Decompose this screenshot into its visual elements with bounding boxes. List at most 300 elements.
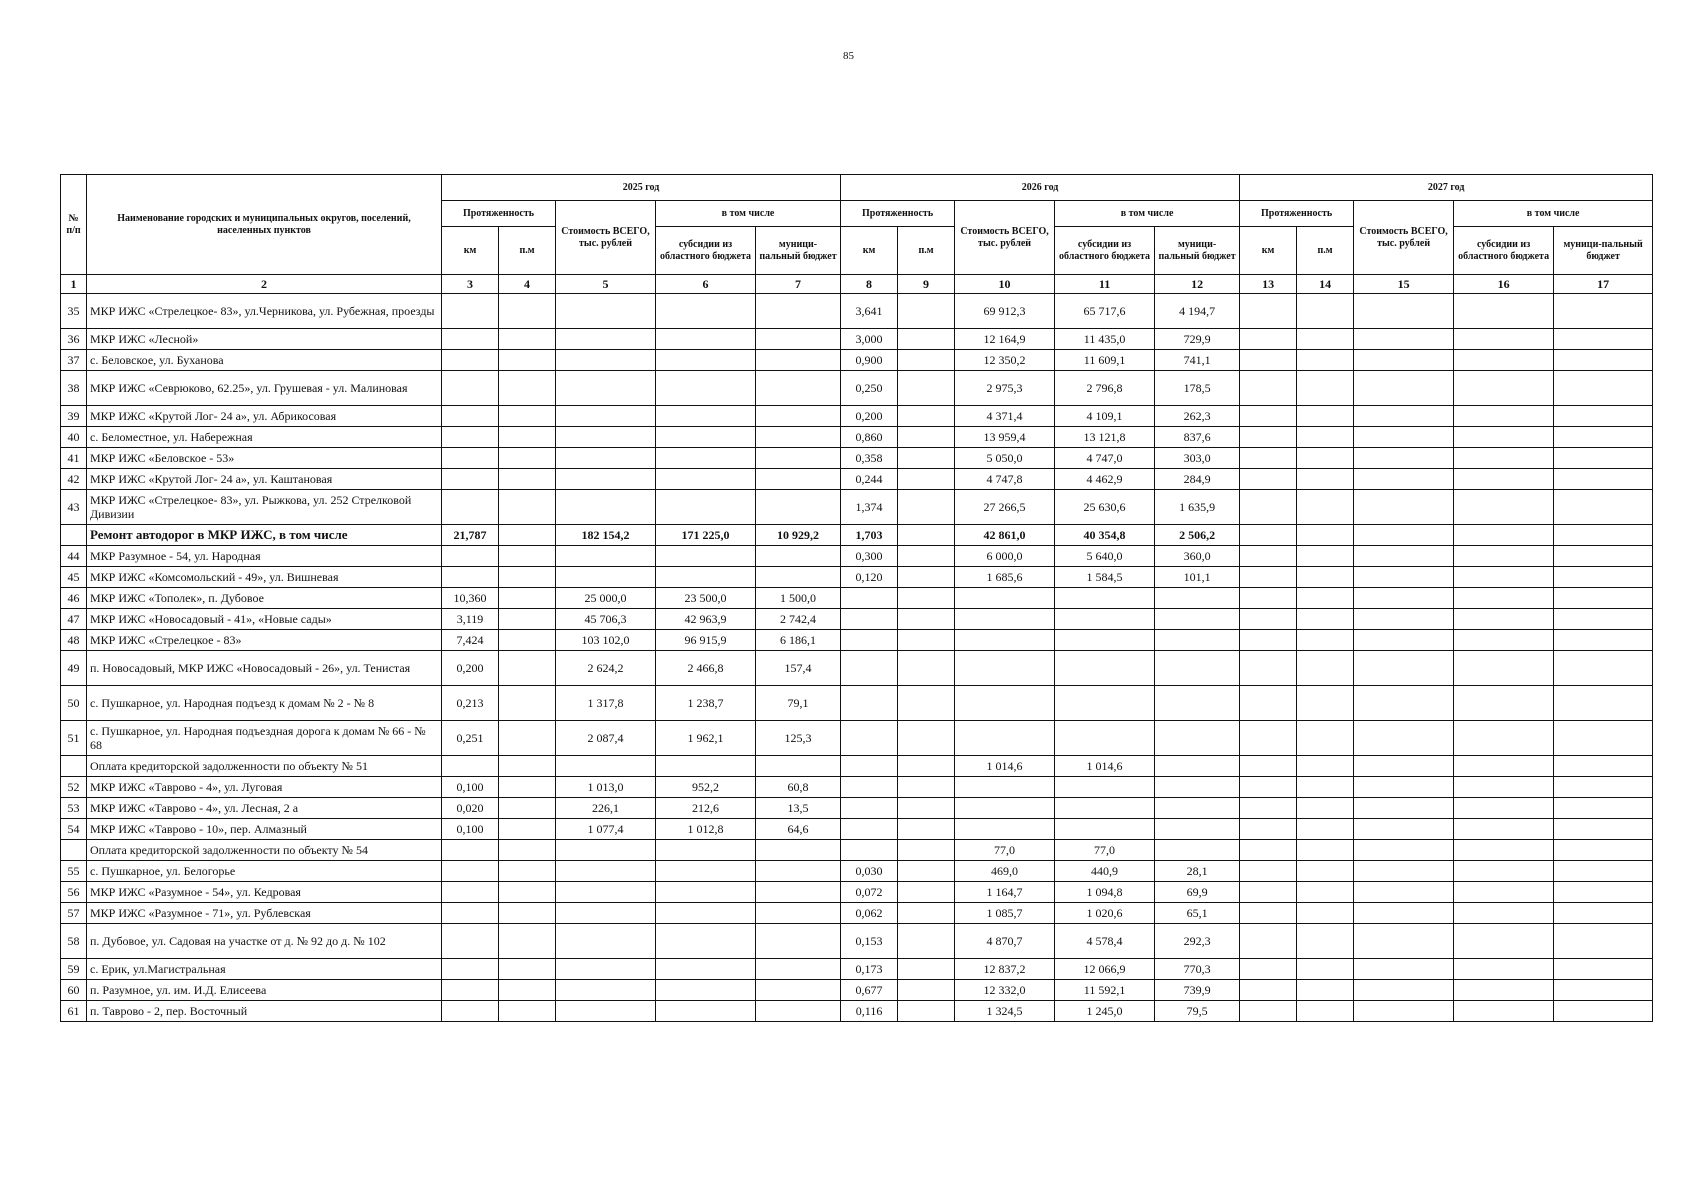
row-number: 40	[61, 427, 87, 448]
cell-col-13	[1240, 567, 1297, 588]
column-number: 1	[61, 275, 87, 294]
cell-col-15	[1354, 609, 1454, 630]
cell-col-5	[556, 882, 656, 903]
cell-col-12: 79,5	[1155, 1001, 1240, 1022]
cell-col-5	[556, 371, 656, 406]
row-number	[61, 525, 87, 546]
cell-col-13	[1240, 350, 1297, 371]
row-number: 45	[61, 567, 87, 588]
cell-col-14	[1297, 427, 1354, 448]
cell-col-17	[1554, 546, 1653, 567]
cell-col-17	[1554, 819, 1653, 840]
cell-col-4	[499, 840, 556, 861]
cell-col-16	[1454, 686, 1554, 721]
cell-col-9	[898, 798, 955, 819]
column-number: 14	[1297, 275, 1354, 294]
cell-col-3	[442, 756, 499, 777]
cell-col-13	[1240, 959, 1297, 980]
cell-col-12: 729,9	[1155, 329, 1240, 350]
cell-col-17	[1554, 294, 1653, 329]
cell-col-14	[1297, 840, 1354, 861]
cell-col-13	[1240, 630, 1297, 651]
cell-col-15	[1354, 546, 1454, 567]
cell-col-7: 125,3	[756, 721, 841, 756]
cell-col-15	[1354, 329, 1454, 350]
cell-col-8	[841, 756, 898, 777]
table-row	[61, 567, 1653, 588]
cell-col-4	[499, 329, 556, 350]
cell-col-11: 4 462,9	[1055, 469, 1155, 490]
cell-col-5: 182 154,2	[556, 525, 656, 546]
cell-col-7: 10 929,2	[756, 525, 841, 546]
cell-col-3: 7,424	[442, 630, 499, 651]
cell-col-10	[955, 651, 1055, 686]
cell-col-13	[1240, 980, 1297, 1001]
table-row	[61, 490, 1653, 525]
cell-col-8: 0,072	[841, 882, 898, 903]
row-name: п. Разумное, ул. им. И.Д. Елисеева	[87, 980, 442, 1001]
cell-col-13	[1240, 609, 1297, 630]
cell-col-10: 4 747,8	[955, 469, 1055, 490]
cell-col-8	[841, 588, 898, 609]
header-col-no: № п/п	[61, 175, 87, 275]
cell-col-5	[556, 427, 656, 448]
cell-col-11	[1055, 686, 1155, 721]
cell-col-12: 69,9	[1155, 882, 1240, 903]
cell-col-17	[1554, 798, 1653, 819]
cell-col-8: 0,860	[841, 427, 898, 448]
cell-col-14	[1297, 469, 1354, 490]
cell-col-15	[1354, 350, 1454, 371]
cell-col-7	[756, 1001, 841, 1022]
table-row	[61, 903, 1653, 924]
cell-col-4	[499, 651, 556, 686]
cell-col-12: 739,9	[1155, 980, 1240, 1001]
cell-col-6	[656, 490, 756, 525]
cell-col-12: 2 506,2	[1155, 525, 1240, 546]
row-name: МКР Разумное - 54, ул. Народная	[87, 546, 442, 567]
cell-col-12	[1155, 777, 1240, 798]
cell-col-11: 4 747,0	[1055, 448, 1155, 469]
cell-col-16	[1454, 903, 1554, 924]
cell-col-17	[1554, 567, 1653, 588]
cell-col-17	[1554, 651, 1653, 686]
table-row	[61, 406, 1653, 427]
column-number: 17	[1554, 275, 1653, 294]
cell-col-16	[1454, 882, 1554, 903]
cell-col-6	[656, 756, 756, 777]
cell-col-7: 64,6	[756, 819, 841, 840]
cell-col-9	[898, 861, 955, 882]
cell-col-3	[442, 469, 499, 490]
budget-table	[60, 174, 1653, 1022]
row-number: 43	[61, 490, 87, 525]
cell-col-13	[1240, 371, 1297, 406]
table-row	[61, 819, 1653, 840]
cell-col-8	[841, 609, 898, 630]
cell-col-15	[1354, 525, 1454, 546]
table-row	[61, 798, 1653, 819]
cell-col-7	[756, 406, 841, 427]
cell-col-14	[1297, 609, 1354, 630]
cell-col-3	[442, 329, 499, 350]
cell-col-9	[898, 427, 955, 448]
cell-col-16	[1454, 350, 1554, 371]
cell-col-17	[1554, 777, 1653, 798]
row-name: МКР ИЖС «Разумное - 71», ул. Рублевская	[87, 903, 442, 924]
cell-col-13	[1240, 448, 1297, 469]
cell-col-15	[1354, 721, 1454, 756]
cell-col-15	[1354, 756, 1454, 777]
cell-col-8	[841, 686, 898, 721]
cell-col-13	[1240, 651, 1297, 686]
row-name: МКР ИЖС «Стрелецкое- 83», ул. Рыжкова, ул. 252 Стрелковой Дивизии	[87, 490, 442, 525]
cell-col-7	[756, 371, 841, 406]
cell-col-8: 0,300	[841, 546, 898, 567]
cell-col-8: 0,900	[841, 350, 898, 371]
column-number: 13	[1240, 275, 1297, 294]
header-length: Протяженность	[841, 201, 955, 227]
cell-col-3: 0,020	[442, 798, 499, 819]
row-number: 50	[61, 686, 87, 721]
row-number: 44	[61, 546, 87, 567]
cell-col-11: 12 066,9	[1055, 959, 1155, 980]
cell-col-17	[1554, 371, 1653, 406]
cell-col-5: 25 000,0	[556, 588, 656, 609]
row-number: 38	[61, 371, 87, 406]
row-number: 60	[61, 980, 87, 1001]
cell-col-15	[1354, 1001, 1454, 1022]
cell-col-3: 3,119	[442, 609, 499, 630]
cell-col-11	[1055, 630, 1155, 651]
cell-col-16	[1454, 609, 1554, 630]
cell-col-15	[1354, 294, 1454, 329]
header-km: км	[841, 227, 898, 275]
cell-col-6	[656, 959, 756, 980]
cell-col-17	[1554, 406, 1653, 427]
header-including: в том числе	[1454, 201, 1653, 227]
cell-col-5	[556, 959, 656, 980]
cell-col-11: 77,0	[1055, 840, 1155, 861]
cell-col-10	[955, 798, 1055, 819]
row-number: 42	[61, 469, 87, 490]
cell-col-11	[1055, 651, 1155, 686]
cell-col-17	[1554, 980, 1653, 1001]
cell-col-10: 12 332,0	[955, 980, 1055, 1001]
table-row	[61, 630, 1653, 651]
cell-col-11	[1055, 721, 1155, 756]
cell-col-6	[656, 546, 756, 567]
cell-col-9	[898, 588, 955, 609]
cell-col-12: 770,3	[1155, 959, 1240, 980]
table-row	[61, 980, 1653, 1001]
cell-col-17	[1554, 448, 1653, 469]
cell-col-16	[1454, 819, 1554, 840]
cell-col-11: 11 435,0	[1055, 329, 1155, 350]
header-pm: п.м	[1297, 227, 1354, 275]
cell-col-3	[442, 350, 499, 371]
cell-col-6: 952,2	[656, 777, 756, 798]
cell-col-9	[898, 903, 955, 924]
cell-col-16	[1454, 1001, 1554, 1022]
cell-col-6: 1 012,8	[656, 819, 756, 840]
cell-col-13	[1240, 427, 1297, 448]
cell-col-10: 1 164,7	[955, 882, 1055, 903]
cell-col-10: 1 014,6	[955, 756, 1055, 777]
cell-col-13	[1240, 903, 1297, 924]
row-name: МКР ИЖС «Стрелецкое- 83», ул.Черникова, ул. Рубежная, проезды	[87, 294, 442, 329]
table-row	[61, 609, 1653, 630]
cell-col-5	[556, 980, 656, 1001]
cell-col-13	[1240, 406, 1297, 427]
cell-col-14	[1297, 448, 1354, 469]
cell-col-16	[1454, 329, 1554, 350]
cell-col-13	[1240, 329, 1297, 350]
row-number: 49	[61, 651, 87, 686]
cell-col-10	[955, 721, 1055, 756]
cell-col-9	[898, 490, 955, 525]
cell-col-10: 12 164,9	[955, 329, 1055, 350]
cell-col-15	[1354, 567, 1454, 588]
cell-col-8	[841, 630, 898, 651]
cell-col-8: 0,250	[841, 371, 898, 406]
cell-col-16	[1454, 427, 1554, 448]
cell-col-3: 10,360	[442, 588, 499, 609]
column-number: 7	[756, 275, 841, 294]
cell-col-12: 178,5	[1155, 371, 1240, 406]
cell-col-6	[656, 329, 756, 350]
cell-col-14	[1297, 525, 1354, 546]
cell-col-8	[841, 819, 898, 840]
cell-col-16	[1454, 406, 1554, 427]
cell-col-10: 69 912,3	[955, 294, 1055, 329]
cell-col-5	[556, 406, 656, 427]
row-name: с. Беловское, ул. Буханова	[87, 350, 442, 371]
cell-col-9	[898, 567, 955, 588]
cell-col-17	[1554, 525, 1653, 546]
cell-col-7: 2 742,4	[756, 609, 841, 630]
cell-col-15	[1354, 406, 1454, 427]
table-row	[61, 756, 1653, 777]
cell-col-6	[656, 294, 756, 329]
row-name: МКР ИЖС «Комсомольский - 49», ул. Вишневая	[87, 567, 442, 588]
row-number: 46	[61, 588, 87, 609]
cell-col-7	[756, 546, 841, 567]
cell-col-16	[1454, 840, 1554, 861]
table-row	[61, 959, 1653, 980]
cell-col-16	[1454, 980, 1554, 1001]
column-number: 2	[87, 275, 442, 294]
cell-col-12	[1155, 651, 1240, 686]
cell-col-6	[656, 427, 756, 448]
cell-col-16	[1454, 756, 1554, 777]
cell-col-6	[656, 448, 756, 469]
cell-col-12	[1155, 721, 1240, 756]
cell-col-11: 11 609,1	[1055, 350, 1155, 371]
cell-col-4	[499, 406, 556, 427]
cell-col-15	[1354, 798, 1454, 819]
cell-col-17	[1554, 630, 1653, 651]
table-row	[61, 294, 1653, 329]
row-name: Ремонт автодорог в МКР ИЖС, в том числе	[87, 525, 442, 546]
cell-col-7	[756, 329, 841, 350]
row-name: МКР ИЖС «Разумное - 54», ул. Кедровая	[87, 882, 442, 903]
cell-col-7: 157,4	[756, 651, 841, 686]
cell-col-14	[1297, 651, 1354, 686]
cell-col-6	[656, 567, 756, 588]
cell-col-9	[898, 721, 955, 756]
cell-col-13	[1240, 490, 1297, 525]
cell-col-17	[1554, 427, 1653, 448]
cell-col-14	[1297, 721, 1354, 756]
cell-col-12: 360,0	[1155, 546, 1240, 567]
cell-col-14	[1297, 350, 1354, 371]
header-municipal: муници-пальный бюджет	[756, 227, 841, 275]
cell-col-11: 13 121,8	[1055, 427, 1155, 448]
cell-col-10: 469,0	[955, 861, 1055, 882]
cell-col-4	[499, 819, 556, 840]
cell-col-6	[656, 1001, 756, 1022]
cell-col-15	[1354, 903, 1454, 924]
row-name: с. Ерик, ул.Магистральная	[87, 959, 442, 980]
header-km: км	[442, 227, 499, 275]
cell-col-8: 1,703	[841, 525, 898, 546]
row-number: 39	[61, 406, 87, 427]
table-row	[61, 882, 1653, 903]
cell-col-13	[1240, 756, 1297, 777]
table-row	[61, 840, 1653, 861]
row-number	[61, 756, 87, 777]
cell-col-5: 45 706,3	[556, 609, 656, 630]
cell-col-16	[1454, 567, 1554, 588]
header-year-2026: 2026 год	[841, 175, 1240, 201]
cell-col-6	[656, 861, 756, 882]
cell-col-14	[1297, 798, 1354, 819]
cell-col-3	[442, 427, 499, 448]
cell-col-17	[1554, 903, 1653, 924]
cell-col-6: 212,6	[656, 798, 756, 819]
cell-col-12: 292,3	[1155, 924, 1240, 959]
cell-col-5	[556, 350, 656, 371]
cell-col-15	[1354, 882, 1454, 903]
cell-col-11	[1055, 819, 1155, 840]
row-name: с. Беломестное, ул. Набережная	[87, 427, 442, 448]
cell-col-7	[756, 882, 841, 903]
cell-col-14	[1297, 861, 1354, 882]
table-body	[61, 294, 1653, 1022]
cell-col-6: 96 915,9	[656, 630, 756, 651]
cell-col-11: 2 796,8	[1055, 371, 1155, 406]
cell-col-13	[1240, 588, 1297, 609]
cell-col-8: 0,358	[841, 448, 898, 469]
cell-col-5: 2 087,4	[556, 721, 656, 756]
cell-col-5	[556, 756, 656, 777]
page-number: 85	[843, 50, 854, 62]
cell-col-16	[1454, 924, 1554, 959]
row-number: 57	[61, 903, 87, 924]
header-including: в том числе	[1055, 201, 1240, 227]
cell-col-6: 171 225,0	[656, 525, 756, 546]
cell-col-14	[1297, 406, 1354, 427]
row-name: МКР ИЖС «Таврово - 10», пер. Алмазный	[87, 819, 442, 840]
table-row	[61, 721, 1653, 756]
cell-col-4	[499, 980, 556, 1001]
cell-col-10: 42 861,0	[955, 525, 1055, 546]
cell-col-7: 6 186,1	[756, 630, 841, 651]
cell-col-12: 4 194,7	[1155, 294, 1240, 329]
cell-col-9	[898, 329, 955, 350]
cell-col-13	[1240, 525, 1297, 546]
cell-col-3	[442, 490, 499, 525]
cell-col-7: 13,5	[756, 798, 841, 819]
cell-col-6: 23 500,0	[656, 588, 756, 609]
header-subsidy: субсидии из областного бюджета	[1055, 227, 1155, 275]
cell-col-15	[1354, 959, 1454, 980]
cell-col-11: 1 584,5	[1055, 567, 1155, 588]
cell-col-7	[756, 469, 841, 490]
cell-col-11: 1 014,6	[1055, 756, 1155, 777]
cell-col-7	[756, 427, 841, 448]
cell-col-7	[756, 959, 841, 980]
cell-col-14	[1297, 490, 1354, 525]
cell-col-17	[1554, 959, 1653, 980]
cell-col-6: 2 466,8	[656, 651, 756, 686]
cell-col-17	[1554, 924, 1653, 959]
cell-col-10	[955, 819, 1055, 840]
row-number	[61, 840, 87, 861]
column-number: 5	[556, 275, 656, 294]
row-name: п. Дубовое, ул. Садовая на участке от д. № 92 до д. № 102	[87, 924, 442, 959]
cell-col-5: 103 102,0	[556, 630, 656, 651]
cell-col-8: 0,173	[841, 959, 898, 980]
cell-col-17	[1554, 756, 1653, 777]
cell-col-17	[1554, 721, 1653, 756]
cell-col-3	[442, 448, 499, 469]
cell-col-14	[1297, 546, 1354, 567]
cell-col-16	[1454, 469, 1554, 490]
cell-col-3	[442, 882, 499, 903]
cell-col-9	[898, 924, 955, 959]
column-number: 3	[442, 275, 499, 294]
header-pm: п.м	[898, 227, 955, 275]
column-number: 10	[955, 275, 1055, 294]
cell-col-4	[499, 756, 556, 777]
cell-col-11: 5 640,0	[1055, 546, 1155, 567]
cell-col-7	[756, 903, 841, 924]
cell-col-10: 4 371,4	[955, 406, 1055, 427]
cell-col-15	[1354, 777, 1454, 798]
cell-col-3	[442, 924, 499, 959]
cell-col-10: 77,0	[955, 840, 1055, 861]
cell-col-14	[1297, 329, 1354, 350]
row-name: МКР ИЖС «Таврово - 4», ул. Лесная, 2 а	[87, 798, 442, 819]
cell-col-8: 3,000	[841, 329, 898, 350]
cell-col-14	[1297, 980, 1354, 1001]
cell-col-13	[1240, 777, 1297, 798]
table-row	[61, 777, 1653, 798]
row-number: 35	[61, 294, 87, 329]
table-row	[61, 588, 1653, 609]
cell-col-10: 12 837,2	[955, 959, 1055, 980]
cell-col-7	[756, 567, 841, 588]
cell-col-4	[499, 567, 556, 588]
table-row	[61, 546, 1653, 567]
cell-col-9	[898, 525, 955, 546]
cell-col-14	[1297, 903, 1354, 924]
cell-col-10: 27 266,5	[955, 490, 1055, 525]
cell-col-15	[1354, 861, 1454, 882]
row-number: 37	[61, 350, 87, 371]
